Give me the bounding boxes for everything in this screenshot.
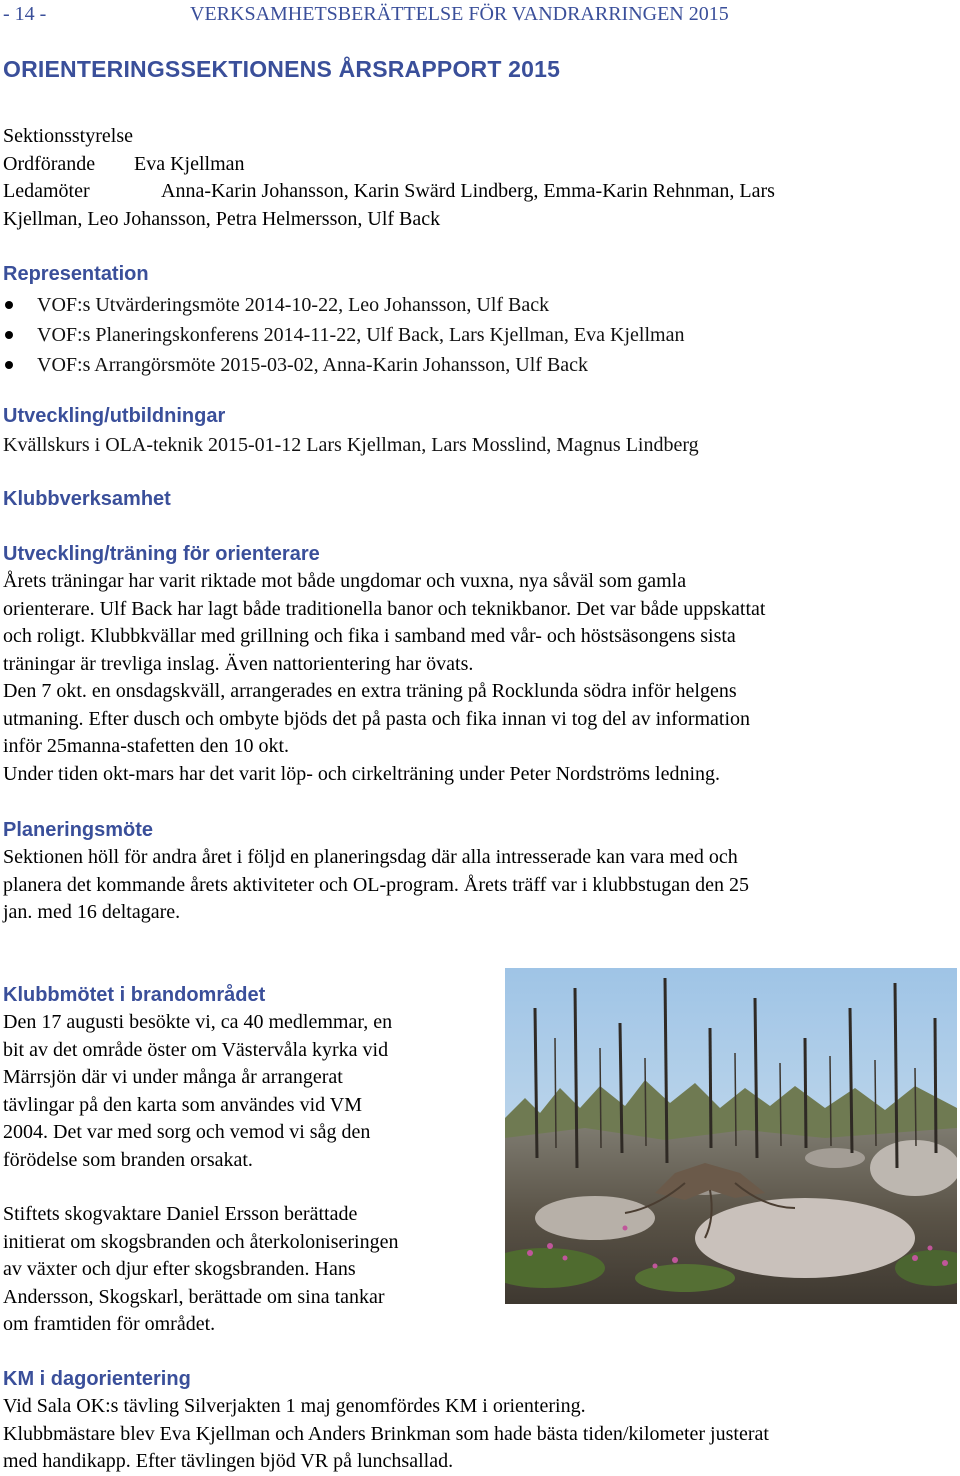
training-text (3, 568, 953, 788)
members-line-1: Anna-Karin Johansson, Karin Swärd Lindberg, Emma-Karin Rehnman, Lars (161, 180, 775, 202)
fire-area-para-1 (3, 1009, 503, 1174)
km-text (3, 1393, 953, 1476)
planning-text (3, 844, 953, 927)
planning-heading: Planeringsmöte (3, 819, 154, 841)
text-line: inför 25manna-stafetten den 10 okt. (3, 735, 290, 757)
text-line: Sektionen höll för andra året i följd en planeringsdag där alla intresserade kan vara med och (3, 846, 738, 868)
list-item: VOF:s Arrangörsmöte 2015-03-02, Anna-Karin Johansson, Ulf Back (3, 350, 953, 380)
text-line: förödelse som branden orsakat. (3, 1148, 253, 1171)
km-section (3, 1366, 953, 1476)
km-heading: KM i dagorientering (3, 1368, 191, 1390)
planning-section (3, 817, 953, 927)
club-section (3, 486, 953, 512)
text-line: planera det kommande årets aktiviteter och OL-program. Årets träff var i klubbstugan den 25 (3, 873, 750, 896)
running-title: VERKSAMHETSBERÄTTELSE FÖR VANDRARRINGEN 2015 (190, 3, 729, 25)
text-line: Andersson, Skogskarl, berättade om sina tankar (3, 1285, 385, 1308)
text-line: Den 17 augusti besökte vi, ca 40 medlemmar, en (3, 1011, 393, 1033)
text-line: Stiftets skogvaktare Daniel Ersson berättade (3, 1203, 358, 1225)
burnt-forest-photo-graphic (505, 968, 957, 1304)
board-members-row (3, 178, 953, 206)
text-line: om framtiden för området. (3, 1313, 216, 1335)
club-heading: Klubbverksamhet (3, 488, 171, 510)
text-line: med handikapp. Efter tävlingen bjöd VR på lunchsallad. (3, 1450, 454, 1472)
text-line: Den 7 okt. en onsdagskväll, arrangerades en extra träning på Rocklunda södra inför helgens (3, 680, 737, 702)
members-line-2: Kjellman, Leo Johansson, Petra Helmersson, Ulf Back (3, 207, 441, 230)
text-line: av växter och djur efter skogsbranden. Hans (3, 1258, 356, 1280)
text-line: och roligt. Klubbkvällar med grillning och fika i samband med vår- och höstsäsongens sista (3, 625, 736, 647)
fire-area-heading: Klubbmötet i brandområdet (3, 984, 266, 1006)
training-heading: Utveckling/träning för orienterare (3, 543, 320, 565)
fire-area-section (3, 982, 503, 1339)
chair-value: Eva Kjellman (134, 152, 245, 175)
fire-area-para-2 (3, 1201, 503, 1339)
document-title: ORIENTERINGSSEKTIONENS ÅRSRAPPORT 2015 (3, 56, 561, 82)
bullet-icon (5, 361, 13, 369)
list-item: VOF:s Planeringskonferens 2014-11-22, Ulf Back, Lars Kjellman, Eva Kjellman (3, 320, 953, 350)
board-section (3, 123, 953, 233)
burnt-forest-photo (505, 968, 957, 1304)
text-line: Klubbmästare blev Eva Kjellman och Anders Brinkman som hade bästa tiden/kilometer justerat (3, 1422, 769, 1445)
text-line: bit av det område öster om Västervåla kyrka vid (3, 1038, 389, 1061)
text-line: Märrsjön där vi under många år arrangerat (3, 1066, 343, 1088)
running-header (3, 2, 953, 28)
bullet-icon (5, 301, 13, 309)
text-line: Årets träningar har varit riktade mot både ungdomar och vuxna, nya såväl som gamla (3, 570, 687, 592)
development-text: Kvällskurs i OLA-teknik 2015-01-12 Lars Kjellman, Lars Mosslind, Magnus Lindberg (3, 434, 699, 456)
representation-section (3, 261, 953, 380)
text-line: träningar är trevliga inslag. Även nattorientering har övats. (3, 652, 474, 675)
development-heading: Utveckling/utbildningar (3, 405, 226, 427)
text-line: orienterare. Ulf Back har lagt både traditionella banor och teknikbanor. Det var både uppskattat (3, 597, 766, 620)
training-section (3, 541, 953, 788)
text-line: 2004. Det var med sorg och vemod vi såg den (3, 1121, 371, 1143)
representation-list (3, 290, 953, 380)
bullet-icon (5, 331, 13, 339)
representation-heading: Representation (3, 263, 149, 285)
text-line: initierat om skogsbranden och återkoloniseringen (3, 1230, 399, 1253)
development-section (3, 403, 953, 460)
text-line: jan. med 16 deltagare. (3, 901, 181, 923)
members-label: Ledamöter (3, 180, 90, 202)
list-item: VOF:s Utvärderingsmöte 2014-10-22, Leo Johansson, Ulf Back (3, 290, 953, 320)
text-line: Under tiden okt-mars har det varit löp- och cirkelträning under Peter Nordströms ledning. (3, 762, 721, 785)
text-line: Vid Sala OK:s tävling Silverjakten 1 maj genomfördes KM i orientering. (3, 1395, 586, 1417)
text-line: utmaning. Efter dusch och ombyte bjöds det på pasta och fika innan vi tog del av information (3, 707, 751, 730)
board-heading: Sektionsstyrelse (3, 125, 133, 147)
text-line: tävlingar på den karta som användes vid VM (3, 1093, 362, 1116)
board-chair-row (3, 151, 953, 179)
page-number: - 14 - (3, 3, 47, 25)
chair-label: Ordförande (3, 152, 96, 175)
